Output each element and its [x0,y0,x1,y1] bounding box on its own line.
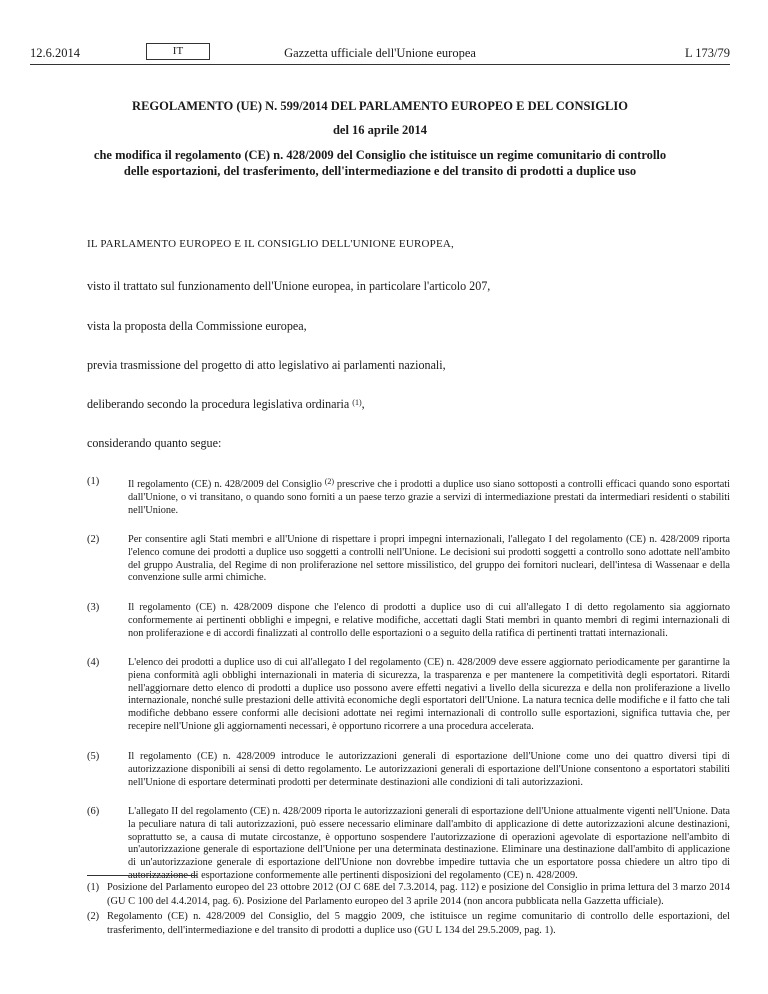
preamble-procedure-text: deliberando secondo la procedura legislativa ordinaria [87,397,350,411]
preamble-whereas: considerando quanto segue: [87,436,222,450]
preamble-authors: IL PARLAMENTO EUROPEO E IL CONSIGLIO DELL'UNIONE EUROPEA, [87,238,454,250]
recital-text: L'elenco dei prodotti a duplice uso di cui all'allegato I del regolamento (CE) n. 428/2009 deve essere aggiornato periodicamente per garantirne la piena conformità agli obblighi internazionali in materia di sicurezza, la trasparenza e per mantenere la competitività degli esportatori. Ritardi nell'aggiornare detto elenco di prodotti a duplice uso possono avere effetti negativi a livello della sicurezza e della non proliferazione a livello internazionale, nonché sulle prestazioni delle attività economiche degli esportatori dell'Unione. La natura tecnica delle modifiche e il fatto che tali modifiche debbano essere conformi alle decisioni adottate nei regimi internazionali di controllo sulle esportazioni, significa tuttavia che, per recepire nell'Unione gli aggiornamenti necessari, è opportuno ricorrere a una procedura accelerata. [128,657,730,732]
recital-text: Per consentire agli Stati membri e all'Unione di rispettare i propri impegni internazionali, l'allegato I del regolamento (CE) n. 428/2009 riporta l'elenco comune dei prodotti a duplice uso soggetti a controlli nell'Unione. Le decisioni sui prodotti soggetti a controllo sono adottate nell'ambito del gruppo Australia, del Regime di non proliferazione nel settore missilistico, del gruppo dei fornitori nucleari, dell'intesa di Wassenaar e della convenzione sulle armi chimiche. [128,534,730,584]
recital-text: Il regolamento (CE) n. 428/2009 dispone che l'elenco di prodotti a duplice uso di cui all'allegato I di detto regolamento sia aggiornato conformemente ai pertinenti obblighi e impegni, e relative modifiche, accettati dagli Stati membri in quanto membri di regimi internazionali di non proliferazione e di accordi finalizzati al controllo delle esportazioni o a seguito della ratifica di pertinenti trattati internazionali. [128,602,730,639]
recital-number: (4) [87,657,100,668]
recital-3 [87,602,730,640]
recital-text [128,476,730,517]
recital-number: (2) [87,534,100,545]
footnote-divider [87,875,197,876]
recital-text-part: prescrive che i prodotti a duplice uso siano sottoposti a controlli efficaci quando sono esportati dall'Unione, o vi transitano, o quando sono forniti a un paese terzo grazie a servizi di intermediazione prestati da intermediari residenti o stabiliti nell'Unione. [128,479,731,516]
preamble-transmission: previa trasmissione del progetto di atto legislativo ai parlamenti nazionali, [87,358,446,372]
preamble-procedure-end: , [361,397,365,411]
recital-5 [87,751,730,789]
recital-number: (1) [87,476,100,487]
footnote-text: Regolamento (CE) n. 428/2009 del Consiglio, del 5 maggio 2009, che istituisce un regime comunitario di controllo delle esportazioni, del trasferimento, dell'intermediazione e del transito di prodotti a duplice uso (GU L 134 del 29.5.2009, pag. 1). [107,911,730,936]
preamble-proposal: vista la proposta della Commissione europea, [87,319,307,333]
recital-4 [87,657,730,734]
regulation-date: del 16 aprile 2014 [332,123,428,137]
recital-2 [87,534,730,585]
recital-text: Il regolamento (CE) n. 428/2009 introduce le autorizzazioni generali di esportazione dell'Unione come uno dei quattro diversi tipi di autorizzazione disponibili ai sensi di detto regolamento. Le autorizzazioni generali di esportazione dell'Unione consentono a esportatori stabiliti nell'Unione di esportare determinati prodotti per determinate destinazioni alle condizioni di tali autorizzazioni. [128,751,730,788]
preamble-procedure [87,397,365,412]
recital-text: L'allegato II del regolamento (CE) n. 428/2009 riporta le autorizzazioni generali di esportazione dell'Unione attualmente vigenti nell'Unione. Data la peculiare natura di tali autorizzazioni, può essere necessario eliminare dall'ambito di applicazione di dette autorizzazioni alcune destinazioni, soprattutto se, a causa di mutate circostanze, è opportuno sospendere l'autorizzazione di operazioni agevolate di esportazione nell'ambito di un'autorizzazione generale di esportazione dell'Unione per una determinata destinazione. Eliminare una destinazione dall'ambito di applicazione di un'autorizzazione generale di esportazione dell'Unione non dovrebbe impedire tuttavia che un esportatore possa chiedere un altro tipo di autorizzazione di esportazione conformemente alle pertinenti disposizioni del regolamento (CE) n. 428/2009. [128,806,730,881]
recital-number: (5) [87,751,100,762]
footnote-ref-2[interactable]: (2) [324,477,335,486]
regulation-title: REGOLAMENTO (UE) N. 599/2014 DEL PARLAMENTO EUROPEO E DEL CONSIGLIO [132,99,628,113]
language-code-badge: IT [146,43,210,60]
preamble-treaty: visto il trattato sul funzionamento dell'Unione europea, in particolare l'articolo 207, [87,279,491,293]
footnote-2 [87,910,730,937]
footnote-number: (1) [87,882,100,893]
regulation-subject: che modifica il regolamento (CE) n. 428/2009 del Consiglio che istituisce un regime comunitario di controllo delle esportazioni, del trasferimento, dell'intermediazione e del transito di prodotti a duplice uso [93,148,667,178]
recital-text-part: Il regolamento (CE) n. 428/2009 del Consiglio [128,479,322,490]
page-header [30,43,730,63]
page-reference: L 173/79 [684,46,730,60]
recital-number: (3) [87,602,100,613]
publication-date: 12.6.2014 [30,46,80,60]
footnote-ref-1[interactable]: (1) [352,398,362,407]
recital-6 [87,806,730,883]
recital-1 [87,476,730,517]
recital-number: (6) [87,806,100,817]
footnote-text: Posizione del Parlamento europeo del 23 ottobre 2012 (OJ C 68E del 7.3.2014, pag. 112) e posizione del Consiglio in prima lettura del 3 marzo 2014 (GU C 100 del 4.4.2014, pag. 6). Posizione del Parlamento europeo del 3 aprile 2014 (non ancora pubblicata nella Gazzetta ufficiale). [107,882,730,907]
footnote-1 [87,881,730,908]
header-divider [30,64,730,65]
journal-title: Gazzetta ufficiale dell'Unione europea [284,46,476,60]
footnote-number: (2) [87,911,100,922]
